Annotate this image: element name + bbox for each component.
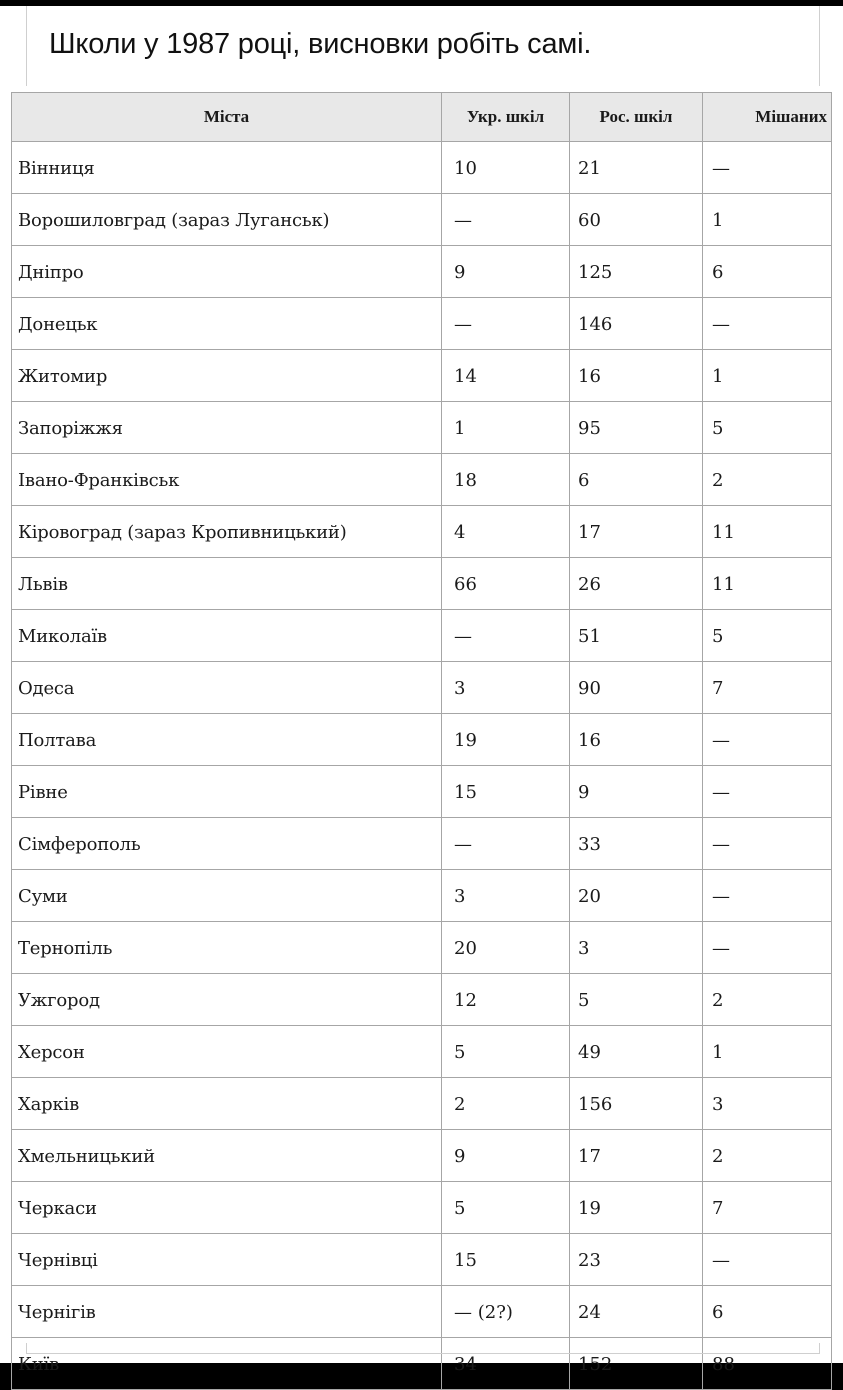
table-row	[12, 558, 832, 610]
cell-russian-schools: 49	[570, 1026, 703, 1078]
header-russian-schools: Рос. шкіл	[570, 93, 703, 142]
cell-ukrainian-schools: 4	[442, 506, 570, 558]
cell-mixed-schools: 6	[703, 246, 832, 298]
cell-mixed-schools: 88	[703, 1338, 832, 1390]
table-header-row	[12, 93, 832, 142]
cell-ukrainian-schools: —	[442, 610, 570, 662]
table-row	[12, 506, 832, 558]
cell-city: Вінниця	[12, 142, 442, 194]
cell-russian-schools: 17	[570, 506, 703, 558]
cell-mixed-schools: 5	[703, 402, 832, 454]
cell-russian-schools: 146	[570, 298, 703, 350]
cell-ukrainian-schools: 12	[442, 974, 570, 1026]
cell-russian-schools: 26	[570, 558, 703, 610]
cell-ukrainian-schools: 9	[442, 246, 570, 298]
cell-ukrainian-schools: —	[442, 194, 570, 246]
cell-ukrainian-schools: 9	[442, 1130, 570, 1182]
cell-russian-schools: 9	[570, 766, 703, 818]
bottom-frame	[26, 1343, 820, 1354]
table-row	[12, 350, 832, 402]
cell-mixed-schools: 7	[703, 1182, 832, 1234]
table-row	[12, 142, 832, 194]
table-row	[12, 766, 832, 818]
page-title: Школи у 1987 році, висновки робіть самі.	[49, 28, 592, 60]
cell-mixed-schools: —	[703, 714, 832, 766]
cell-city: Хмельницький	[12, 1130, 442, 1182]
cell-mixed-schools: 3	[703, 1078, 832, 1130]
table-row	[12, 870, 832, 922]
cell-russian-schools: 5	[570, 974, 703, 1026]
cell-russian-schools: 17	[570, 1130, 703, 1182]
table-row	[12, 662, 832, 714]
cell-russian-schools: 3	[570, 922, 703, 974]
cell-ukrainian-schools: 5	[442, 1182, 570, 1234]
table-row	[12, 454, 832, 506]
cell-city: Херсон	[12, 1026, 442, 1078]
cell-city: Харків	[12, 1078, 442, 1130]
cell-mixed-schools: 1	[703, 1026, 832, 1078]
table-row	[12, 1286, 832, 1338]
cell-city: Миколаїв	[12, 610, 442, 662]
cell-russian-schools: 90	[570, 662, 703, 714]
cell-russian-schools: 21	[570, 142, 703, 194]
cell-ukrainian-schools: —	[442, 298, 570, 350]
schools-table	[11, 92, 832, 1390]
cell-city: Ворошиловград (зараз Луганськ)	[12, 194, 442, 246]
cell-mixed-schools: —	[703, 1234, 832, 1286]
cell-russian-schools: 95	[570, 402, 703, 454]
cell-russian-schools: 20	[570, 870, 703, 922]
cell-russian-schools: 16	[570, 350, 703, 402]
cell-city: Київ	[12, 1338, 442, 1390]
cell-mixed-schools: 6	[703, 1286, 832, 1338]
cell-city: Сімферополь	[12, 818, 442, 870]
cell-russian-schools: 6	[570, 454, 703, 506]
cell-city: Одеса	[12, 662, 442, 714]
table-row	[12, 402, 832, 454]
cell-russian-schools: 23	[570, 1234, 703, 1286]
header-mixed-schools: Мішаних	[703, 93, 832, 142]
cell-city: Рівне	[12, 766, 442, 818]
cell-city: Суми	[12, 870, 442, 922]
cell-ukrainian-schools: 66	[442, 558, 570, 610]
cell-ukrainian-schools: 3	[442, 662, 570, 714]
table-row	[12, 1182, 832, 1234]
table-row	[12, 1130, 832, 1182]
cell-city: Івано-Франківськ	[12, 454, 442, 506]
cell-ukrainian-schools: 5	[442, 1026, 570, 1078]
cell-russian-schools: 19	[570, 1182, 703, 1234]
cell-mixed-schools: —	[703, 298, 832, 350]
table-row	[12, 1078, 832, 1130]
cell-city: Черкаси	[12, 1182, 442, 1234]
cell-russian-schools: 33	[570, 818, 703, 870]
table-body	[12, 142, 832, 1390]
cell-city: Чернігів	[12, 1286, 442, 1338]
cell-city: Донецьк	[12, 298, 442, 350]
header-cities: Міста	[12, 93, 442, 142]
cell-ukrainian-schools: 34	[442, 1338, 570, 1390]
cell-city: Дніпро	[12, 246, 442, 298]
cell-ukrainian-schools: 10	[442, 142, 570, 194]
cell-city: Львів	[12, 558, 442, 610]
cell-mixed-schools: 2	[703, 454, 832, 506]
cell-ukrainian-schools: 1	[442, 402, 570, 454]
table-row	[12, 818, 832, 870]
cell-russian-schools: 125	[570, 246, 703, 298]
header-ukrainian-schools: Укр. шкіл	[442, 93, 570, 142]
cell-city: Кіровоград (зараз Кропивницький)	[12, 506, 442, 558]
table-row	[12, 1026, 832, 1078]
table-row	[12, 610, 832, 662]
cell-russian-schools: 156	[570, 1078, 703, 1130]
cell-city: Запоріжжя	[12, 402, 442, 454]
cell-mixed-schools: —	[703, 818, 832, 870]
post-image	[0, 6, 843, 1375]
cell-mixed-schools: 1	[703, 350, 832, 402]
cell-russian-schools: 60	[570, 194, 703, 246]
table-row	[12, 922, 832, 974]
cell-russian-schools: 16	[570, 714, 703, 766]
cell-city: Житомир	[12, 350, 442, 402]
table-row	[12, 714, 832, 766]
cell-russian-schools: 152	[570, 1338, 703, 1390]
cell-ukrainian-schools: 14	[442, 350, 570, 402]
cell-mixed-schools: 7	[703, 662, 832, 714]
cell-ukrainian-schools: 19	[442, 714, 570, 766]
cell-ukrainian-schools: 15	[442, 766, 570, 818]
cell-mixed-schools: 5	[703, 610, 832, 662]
cell-ukrainian-schools: 20	[442, 922, 570, 974]
table-row	[12, 194, 832, 246]
cell-city: Тернопіль	[12, 922, 442, 974]
cell-mixed-schools: —	[703, 766, 832, 818]
cell-mixed-schools: 11	[703, 506, 832, 558]
table-row	[12, 246, 832, 298]
cell-russian-schools: 51	[570, 610, 703, 662]
cell-russian-schools: 24	[570, 1286, 703, 1338]
cell-mixed-schools: 1	[703, 194, 832, 246]
table-row	[12, 1234, 832, 1286]
cell-city: Ужгород	[12, 974, 442, 1026]
table-row	[12, 298, 832, 350]
cell-mixed-schools: 11	[703, 558, 832, 610]
cell-mixed-schools: 2	[703, 1130, 832, 1182]
schools-table-wrapper	[11, 92, 831, 1390]
cell-mixed-schools: —	[703, 142, 832, 194]
title-frame	[26, 6, 820, 86]
cell-mixed-schools: —	[703, 870, 832, 922]
cell-ukrainian-schools: — (2?)	[442, 1286, 570, 1338]
cell-city: Чернівці	[12, 1234, 442, 1286]
table-row	[12, 974, 832, 1026]
cell-ukrainian-schools: 15	[442, 1234, 570, 1286]
cell-ukrainian-schools: —	[442, 818, 570, 870]
cell-city: Полтава	[12, 714, 442, 766]
cell-ukrainian-schools: 3	[442, 870, 570, 922]
cell-mixed-schools: 2	[703, 974, 832, 1026]
cell-ukrainian-schools: 18	[442, 454, 570, 506]
cell-mixed-schools: —	[703, 922, 832, 974]
cell-ukrainian-schools: 2	[442, 1078, 570, 1130]
